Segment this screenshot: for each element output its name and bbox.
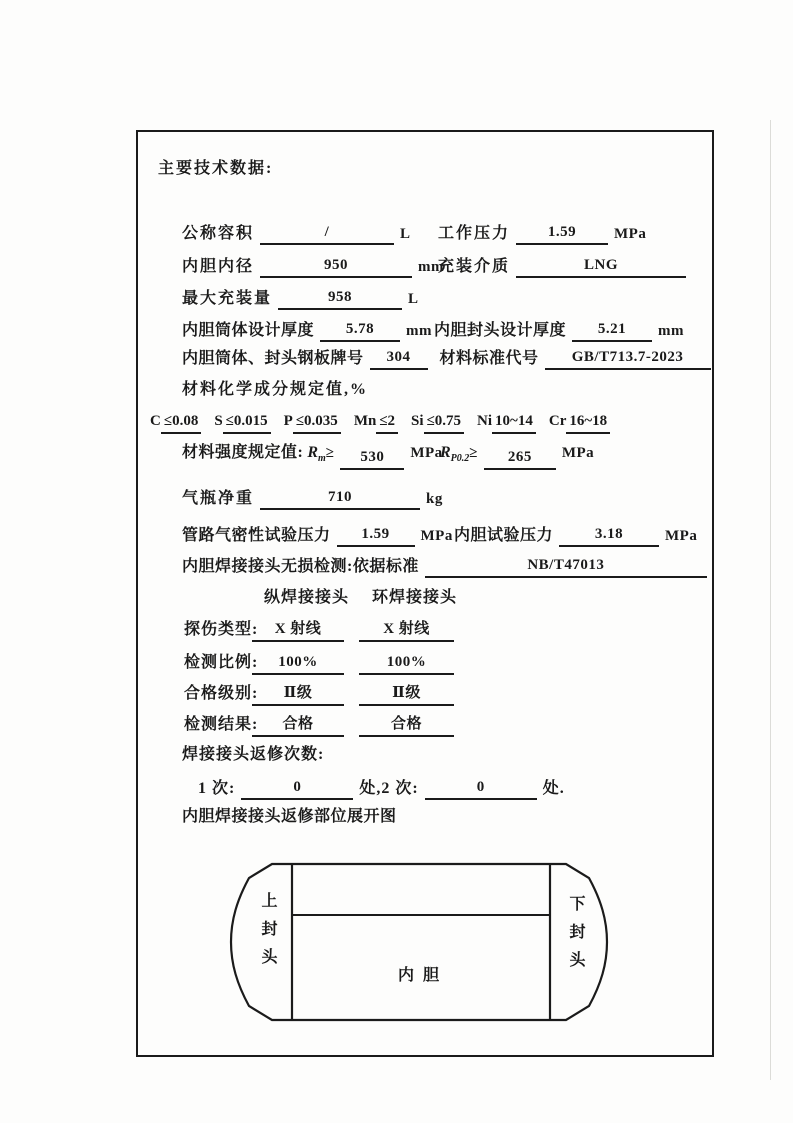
material-standard-value: GB/T713.7-2023: [545, 347, 711, 370]
ndt-standard-label: 内胆焊接接头无损检测:依据标准: [182, 558, 419, 575]
head-thickness-value: 5.21: [572, 319, 652, 342]
ndt-header-circumferential: 环焊接接头: [372, 589, 458, 606]
inner-diameter-unit: mm: [418, 259, 445, 275]
working-pressure-label: 工作压力: [438, 225, 511, 242]
repair-first-label: 1 次:: [198, 780, 236, 797]
head-thickness-unit: mm: [658, 323, 685, 339]
repair-first-value: 0: [241, 777, 353, 800]
row-ndt-standard: [182, 555, 709, 578]
chem-item-si: [411, 413, 464, 429]
piping-test-pressure-value: 1.59: [337, 524, 415, 547]
ndt-row-acceptance-level-circumferential: Ⅱ级: [359, 683, 454, 706]
chem-el-ni: Ni: [477, 413, 493, 429]
chem-val-p: ≤0.035: [293, 410, 341, 434]
page-title: 主要技术数据:: [158, 160, 274, 177]
chemical-composition-title: 材料化学成分规定值,%: [182, 381, 369, 398]
ndt-row-inspection-ratio-circumferential: 100%: [359, 652, 454, 675]
scan-edge-artifact: [770, 120, 771, 1080]
row-head-thickness: [434, 319, 684, 342]
ndt-header-longitudinal: 纵焊接接头: [264, 589, 350, 606]
ndt-table-headers: [264, 587, 458, 609]
chem-val-mn: ≤2: [376, 410, 398, 434]
nominal-volume-unit: L: [400, 226, 411, 242]
chem-el-p: P: [283, 413, 293, 429]
chem-el-c: C: [150, 413, 161, 429]
chem-val-si: ≤0.75: [424, 410, 464, 434]
ndt-row-result-label: 检测结果:: [184, 716, 259, 733]
ndt-row-inspection-ratio-longitudinal: 100%: [252, 652, 344, 675]
left-head-label: 上封头: [259, 892, 276, 976]
head-thickness-label: 内胆封头设计厚度: [434, 322, 567, 339]
tensile-unit: MPa: [410, 445, 443, 461]
vessel-development-diagram: [228, 860, 612, 1025]
ndt-row-flaw-type: [184, 619, 514, 641]
yield-unit: MPa: [561, 445, 595, 461]
net-weight-label: 气瓶净重: [182, 490, 255, 507]
row-repair-counts: [198, 777, 565, 800]
chem-item-mn: [354, 413, 398, 429]
ndt-row-result-circumferential: 合格: [359, 714, 454, 737]
vessel-outline-drawing: [228, 860, 612, 1025]
yield-subscript: P0.2: [450, 453, 470, 465]
chem-item-c: [150, 413, 201, 429]
repair-count-title: 焊接接头返修次数:: [182, 746, 325, 763]
ndt-row-result-longitudinal: 合格: [252, 714, 344, 737]
strength-label: 材料强度规定值:: [182, 444, 304, 461]
row-vessel-test-pressure: [454, 524, 697, 547]
ndt-standard-value: NB/T47013: [425, 555, 707, 578]
working-pressure-value: 1.59: [516, 222, 608, 245]
max-filling-volume-value: 958: [278, 287, 402, 310]
row-max-filling-volume: [182, 287, 419, 310]
row-working-pressure: [438, 222, 646, 245]
row-net-weight: [182, 487, 443, 510]
vessel-body-label: 内胆: [397, 967, 448, 984]
chem-el-s: S: [214, 413, 223, 429]
working-pressure-unit: MPa: [614, 226, 647, 242]
chem-val-cr: 16~18: [566, 410, 610, 434]
row-shell-thickness: [182, 319, 432, 342]
repair-second-value: 0: [425, 777, 537, 800]
tensile-operator: ≥: [325, 445, 335, 461]
ndt-row-flaw-type-longitudinal: X 射线: [252, 619, 344, 642]
vessel-test-pressure-value: 3.18: [559, 524, 659, 547]
steel-plate-grade-label: 内胆筒体、封头钢板牌号: [182, 350, 364, 367]
ndt-row-acceptance-level: [184, 683, 514, 705]
chem-val-c: ≤0.08: [161, 410, 201, 434]
ndt-row-acceptance-level-longitudinal: Ⅱ级: [252, 683, 344, 706]
vessel-test-pressure-label: 内胆试验压力: [454, 527, 554, 544]
row-filling-medium: [438, 255, 688, 278]
net-weight-value: 710: [260, 487, 420, 510]
tensile-symbol: R: [307, 444, 319, 461]
material-standard-label: 材料标准代号: [439, 350, 539, 367]
chem-item-ni: [477, 413, 536, 429]
tensile-value: 530: [340, 447, 404, 470]
ndt-row-inspection-ratio: [184, 652, 514, 674]
repair-first-suffix: 处,: [359, 780, 382, 797]
diagram-caption: 内胆焊接接头返修部位展开图: [182, 808, 397, 825]
net-weight-unit: kg: [426, 491, 443, 507]
row-piping-test-pressure: [182, 524, 453, 547]
vessel-test-pressure-unit: MPa: [665, 528, 698, 544]
max-filling-volume-label: 最大充装量: [182, 290, 273, 307]
tensile-subscript: m: [318, 453, 326, 465]
yield-symbol: R: [440, 444, 451, 461]
row-steel-grade-standard: [182, 347, 713, 370]
chem-item-cr: [549, 413, 610, 429]
chem-el-cr: Cr: [548, 413, 567, 429]
piping-test-pressure-unit: MPa: [420, 528, 453, 544]
shell-thickness-value: 5.78: [320, 319, 400, 342]
chem-item-p: [284, 413, 341, 429]
max-filling-volume-unit: L: [408, 291, 419, 307]
steel-plate-grade-value: 304: [370, 347, 428, 370]
row-chemical-composition: [150, 410, 619, 434]
inner-diameter-label: 内胆内径: [182, 258, 255, 275]
chem-val-s: ≤0.015: [223, 410, 271, 434]
row-yield-strength: [440, 442, 594, 470]
yield-operator: ≥: [469, 445, 478, 461]
chem-item-s: [214, 413, 270, 429]
inner-diameter-value: 950: [260, 255, 412, 278]
right-head-label: 下封头: [567, 895, 584, 979]
shell-thickness-label: 内胆筒体设计厚度: [182, 322, 315, 339]
filling-medium-value: LNG: [516, 255, 686, 278]
nominal-volume-value: /: [260, 222, 394, 245]
repair-second-suffix: 处.: [542, 780, 565, 797]
ndt-row-flaw-type-label: 探伤类型:: [184, 621, 259, 638]
row-material-strength: [182, 442, 443, 470]
ndt-row-acceptance-level-label: 合格级别:: [184, 685, 259, 702]
piping-test-pressure-label: 管路气密性试验压力: [182, 527, 331, 544]
document-border-frame: [136, 130, 714, 1057]
ndt-row-result: [184, 714, 514, 736]
row-nominal-volume: [182, 222, 411, 245]
chem-el-si: Si: [411, 413, 424, 429]
nominal-volume-label: 公称容积: [182, 225, 255, 242]
repair-first-suffix-second-label: [359, 780, 418, 797]
shell-thickness-unit: mm: [406, 323, 433, 339]
row-inner-diameter: [182, 255, 444, 278]
filling-medium-label: 充装介质: [438, 258, 511, 275]
chem-val-ni: 10~14: [492, 410, 536, 434]
repair-second-label: 2 次:: [381, 780, 419, 797]
ndt-row-inspection-ratio-label: 检测比例:: [184, 654, 259, 671]
chem-el-mn: Mn: [353, 413, 377, 429]
yield-value: 265: [484, 447, 556, 470]
ndt-row-flaw-type-circumferential: X 射线: [359, 619, 454, 642]
